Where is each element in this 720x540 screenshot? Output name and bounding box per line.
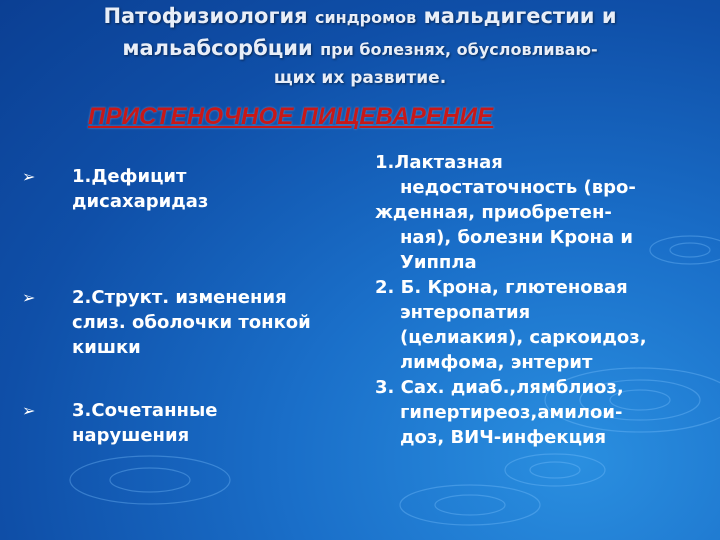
title-word: мальабсорбции bbox=[122, 36, 313, 60]
causes-line: гипертиреоз,амилои- bbox=[400, 402, 623, 423]
bullet-line: 2.Структ. изменения bbox=[72, 287, 287, 308]
title-word: мальдигестии и bbox=[423, 4, 617, 28]
title-line-3: щих их развитие. bbox=[273, 68, 447, 88]
bullet-line: кишки bbox=[72, 337, 141, 358]
causes-line: 3. Сах. диаб.,лямблиоз, bbox=[375, 377, 624, 398]
bullet-line: 3.Сочетанные bbox=[72, 400, 218, 421]
title-word: синдромов bbox=[314, 8, 417, 27]
causes-line: энтеропатия bbox=[400, 302, 531, 323]
causes-line: лимфома, энтерит bbox=[400, 352, 593, 373]
causes-line: (целиакия), саркоидоз, bbox=[400, 327, 647, 348]
causes-line: жденная, приобретен- bbox=[375, 202, 612, 223]
bullet-line: дисахаридаз bbox=[72, 191, 209, 212]
causes-line: недостаточность (вро- bbox=[400, 177, 636, 198]
causes-line: 1.Лактазная bbox=[375, 152, 503, 173]
section-heading: ПРИСТЕНОЧНОЕ ПИЩЕВАРЕНИЕ bbox=[88, 103, 494, 130]
title-word: Патофизиология bbox=[103, 4, 308, 28]
causes-line: 2. Б. Крона, глютеновая bbox=[375, 277, 628, 298]
causes-line: Уиппла bbox=[400, 252, 477, 273]
arrowhead-icon: ➢ bbox=[22, 167, 36, 186]
title-line-2 bbox=[0, 36, 720, 60]
causes-line: ная), болезни Крона и bbox=[400, 227, 633, 248]
title-line-1 bbox=[0, 4, 720, 28]
arrowhead-icon: ➢ bbox=[22, 401, 36, 420]
causes-list bbox=[370, 150, 710, 450]
causes-line: доз, ВИЧ-инфекция bbox=[400, 427, 607, 448]
arrowhead-icon: ➢ bbox=[22, 288, 36, 307]
title-word: при болезнях, обусловливаю- bbox=[320, 40, 598, 59]
bullet-line: нарушения bbox=[72, 425, 190, 446]
bullet-line: слиз. оболочки тонкой bbox=[72, 312, 311, 333]
bullet-line: 1.Дефицит bbox=[72, 166, 187, 187]
